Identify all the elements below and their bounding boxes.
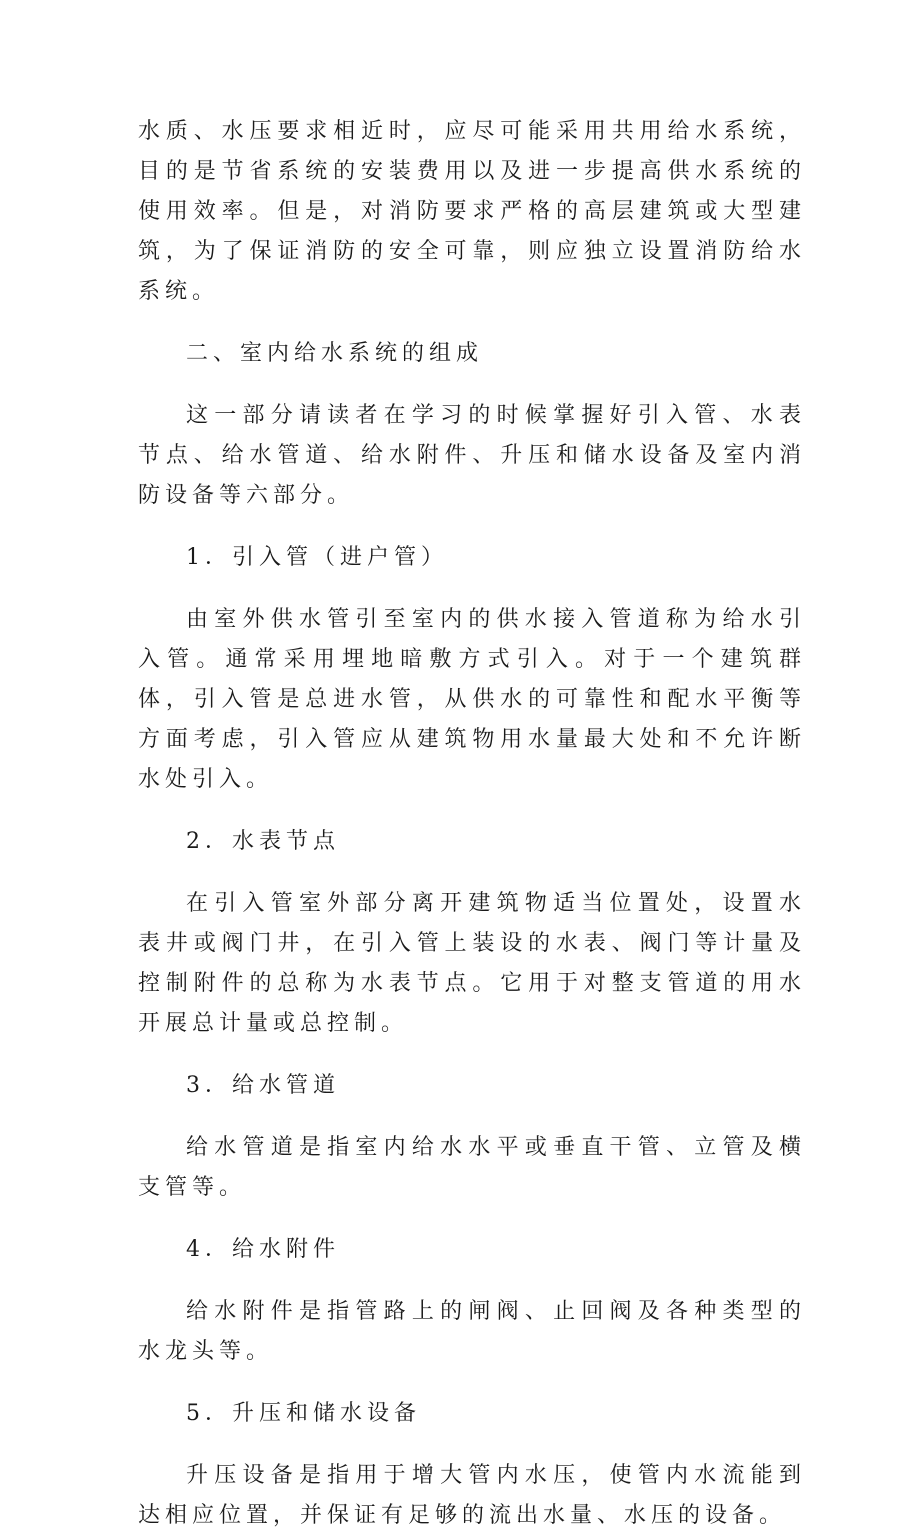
paragraph-continuation: 水质、水压要求相近时，应尽可能采用共用给水系统，目的是节省系统的安装费用以及进一步提高供水系统的使用效率。但是，对消防要求严格的高层建筑或大型建筑，为了保证消防的安全可靠，则应独立设置消防给水系统。: [138, 119, 806, 304]
subheading-water-fittings: 4．给水附件: [186, 1237, 340, 1262]
paragraph-water-pipes: 给水管道是指室内给水水平或垂直干管、立管及横支管等。: [138, 1135, 806, 1200]
section-heading-composition: 二、室内给水系统的组成: [186, 341, 484, 366]
subheading-water-meter-node: 2．水表节点: [186, 829, 340, 854]
paragraph-intro: 这一部分请读者在学习的时候掌握好引入管、水表节点、给水管道、给水附件、升压和储水设备及室内消防设备等六部分。: [138, 403, 806, 508]
paragraph-inlet-pipe: 由室外供水管引至室内的供水接入管道称为给水引入管。通常采用埋地暗敷方式引入。对于一个建筑群体，引入管是总进水管，从供水的可靠性和配水平衡等方面考虑，引入管应从建筑物用水量最大处和不允许断水处引入。: [138, 607, 806, 792]
subheading-pressure-storage: 5．升压和储水设备: [186, 1401, 421, 1426]
paragraph-pressure-storage: 升压设备是指用于增大管内水压，使管内水流能到达相应位置，并保证有足够的流出水量、水压的设备。: [138, 1463, 806, 1528]
subheading-inlet-pipe: 1．引入管（进户管）: [186, 545, 448, 570]
subheading-water-pipes: 3．给水管道: [186, 1073, 340, 1098]
paragraph-water-fittings: 给水附件是指管路上的闸阀、止回阀及各种类型的水龙头等。: [138, 1299, 806, 1364]
paragraph-water-meter-node: 在引入管室外部分离开建筑物适当位置处，设置水表井或阀门井，在引入管上装设的水表、阀门等计量及控制附件的总称为水表节点。它用于对整支管道的用水开展总计量或总控制。: [138, 891, 806, 1036]
document-body: [138, 112, 806, 1536]
